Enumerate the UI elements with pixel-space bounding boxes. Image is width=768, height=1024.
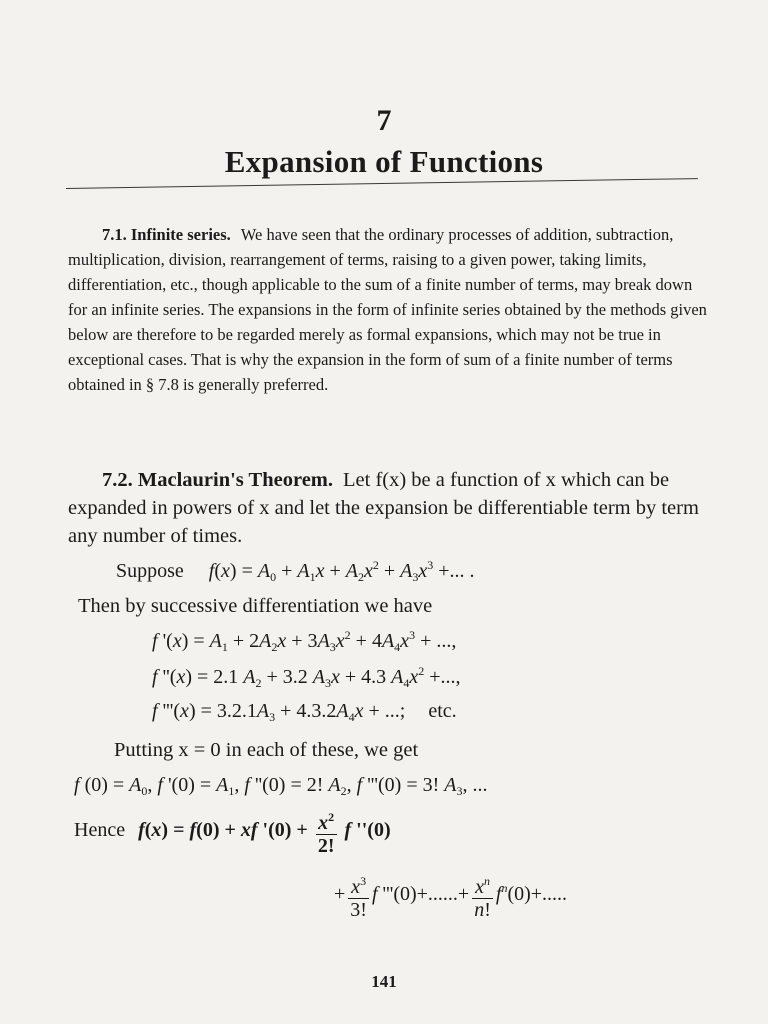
x-n-fraction: $\frac{x^n}{n!}$ (472, 870, 493, 921)
section-7-1-text: We have seen that the ordinary processes of addition, subtraction, multiplication, division, rearrangement of terms, raising to a given power, taking limits, differentiation, etc., though applicable to the sum of a finite number of terms, may break down for an infinite series. The expansions in the form of infinite series obtained by the methods given below are therefore to be regarded merely as formal expansions, which may not be true in exceptional cases. That is why the expansion in the form of sum of a finite number of terms obtained in § 7.8 is generally preferred. (68, 225, 707, 394)
etc-label: etc. (428, 700, 457, 722)
suppose-equation: Suppose $f(x) = A_0 + A_1x + A_2x^2 + A_3x^3$ +... . (116, 558, 475, 584)
third-derivative-equation: f '''$(x) = 3.2.1A_3 + 4.3.2A_4x$ + ...; etc. (152, 700, 457, 724)
putting-line: Putting x = 0 in each of these, we get (114, 739, 419, 761)
chapter-number: 7 (376, 104, 392, 137)
section-7-1-heading: 7.1. Infinite series. (102, 225, 231, 244)
section-7-2-heading: 7.2. Maclaurin's Theorem. (102, 469, 333, 491)
second-derivative-equation: f ''(x) = 2.1 $A_2 + 3.2$ $A_3x + 4.3$ $A_4x^2$ +..., (152, 664, 461, 690)
section-7-2-paragraph (68, 466, 708, 550)
maclaurin-series-line-1: Hence f(x) = f(0) + xf '(0) + $\frac{x^2}{2!}$ f ''(0) (74, 806, 391, 857)
section-7-2-text: Let f(x) be a function of x which can be expanded in powers of x and let the expansion be differentiable term by term any number of times. (68, 469, 699, 547)
page-number: 141 (371, 972, 397, 991)
hence-label: Hence (74, 819, 126, 842)
x-squared-fraction: $\frac{x^2}{2!}$ (316, 806, 337, 857)
maclaurin-series-line-2: + $\frac{x^3}{3!}$ f '''(0)+......+ $\frac{x^n}{n!}$ $f^n(0)+$..... (334, 870, 567, 921)
values-at-zero-equation: f $(0) = A_0$, f '$(0) = A_1$, f ''(0) = 2! $A_2$, f '''(0) = 3! $A_3$, ... (74, 774, 488, 798)
suppose-label: Suppose (116, 560, 184, 582)
then-line: Then by successive differentiation we have (78, 595, 433, 617)
section-7-1-paragraph (68, 222, 708, 397)
x-cubed-fraction: $\frac{x^3}{3!}$ (348, 870, 369, 921)
chapter-title: Expansion of Functions (224, 144, 544, 179)
first-derivative-equation: f '$(x) = A_1 + 2A_2x + 3A_3x^2 + 4A_4x^3$ + ..., (152, 628, 457, 654)
